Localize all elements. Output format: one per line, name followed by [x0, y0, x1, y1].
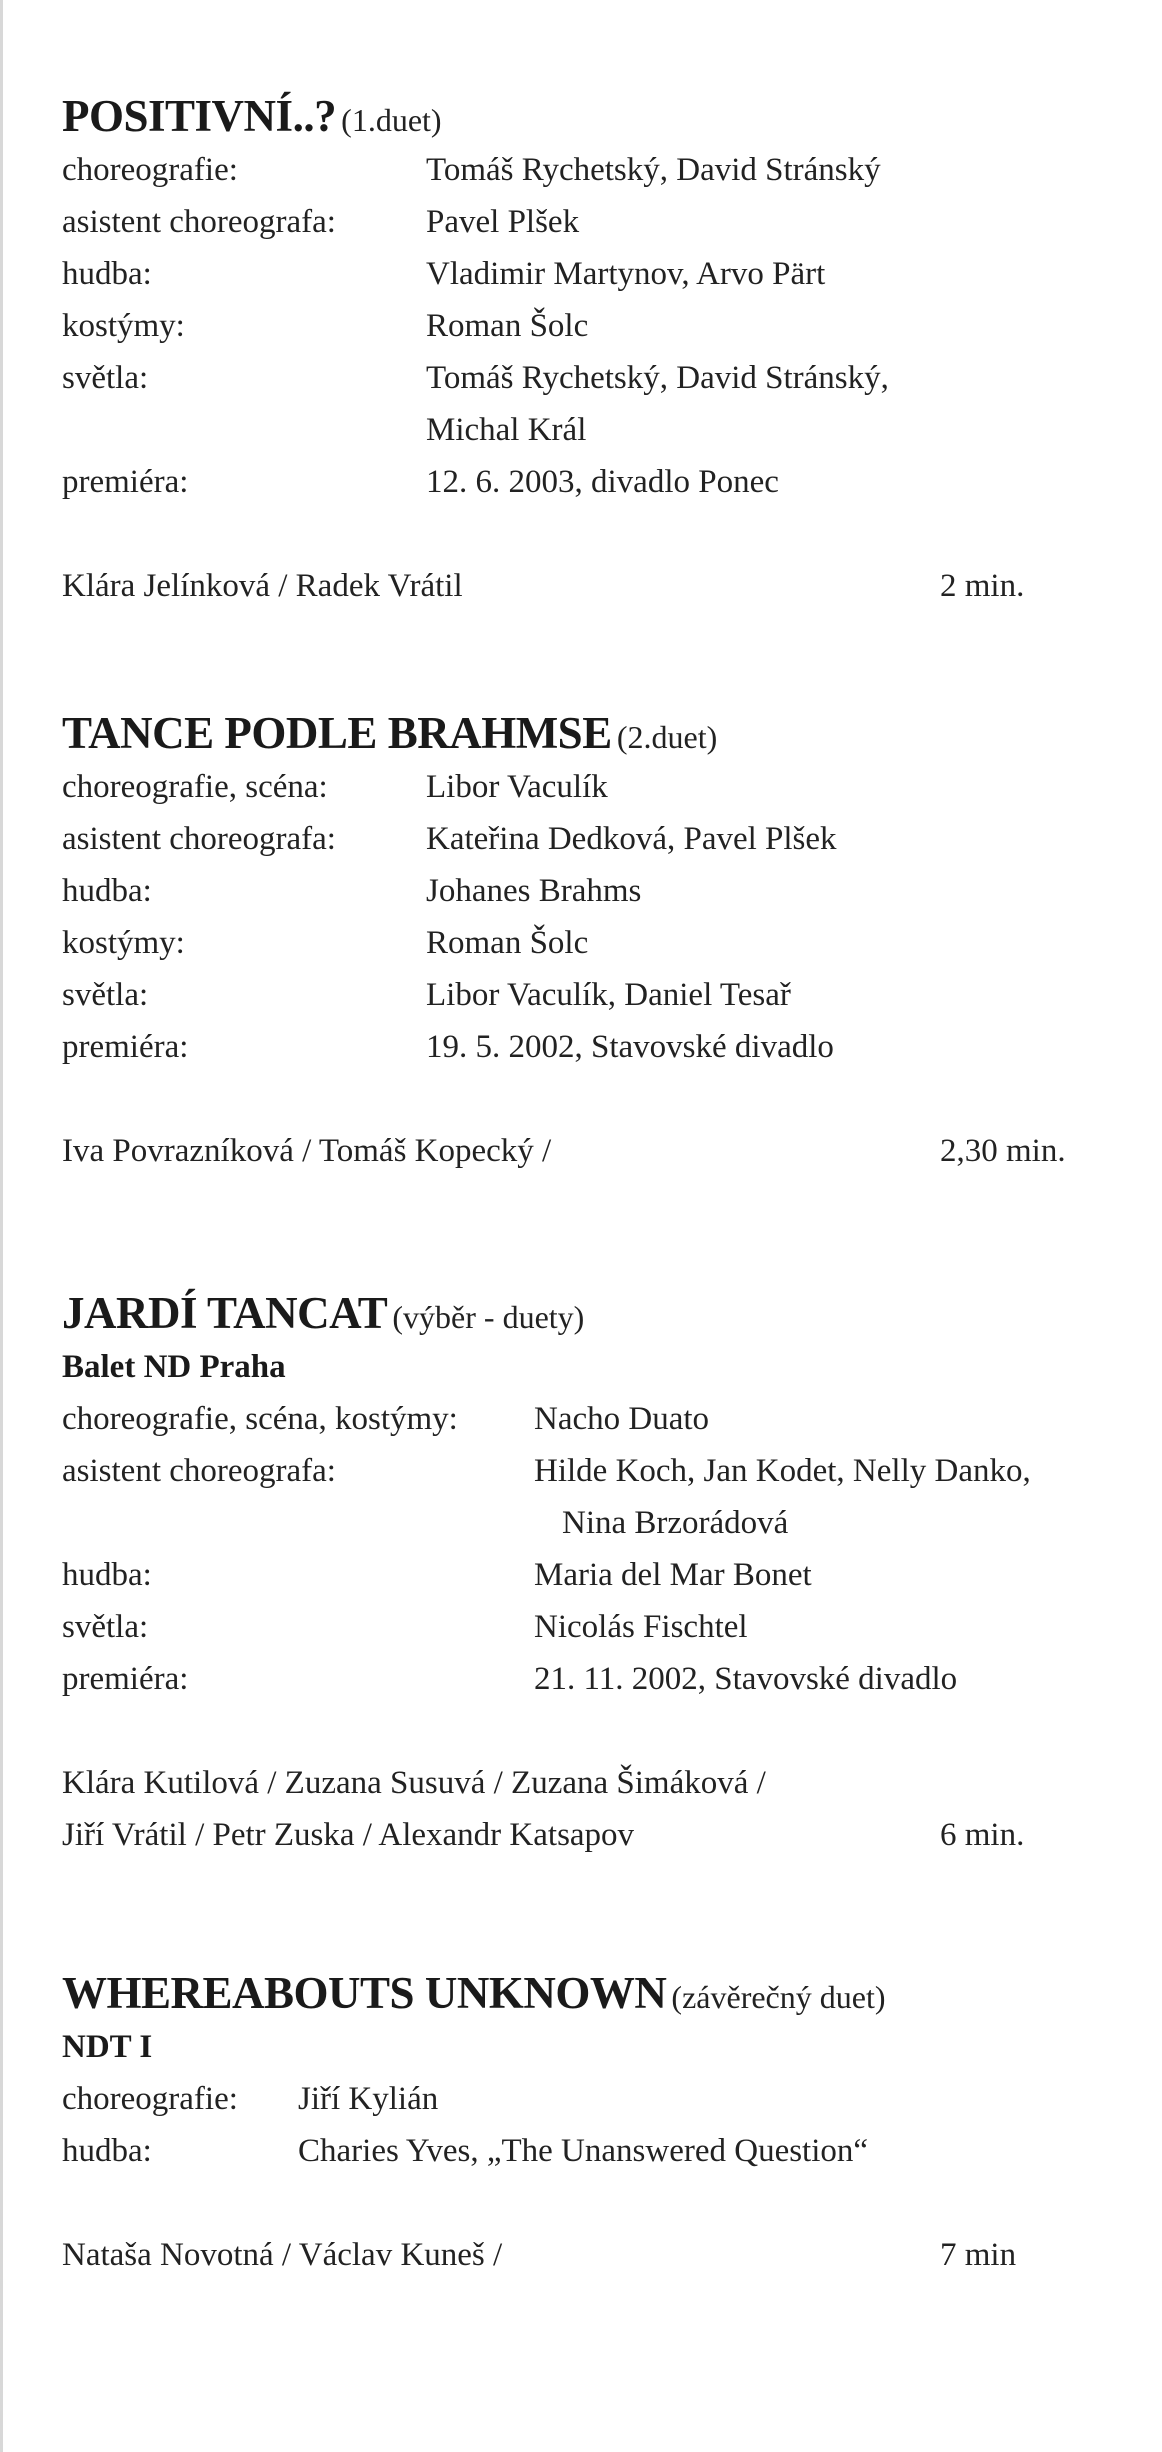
section-tance-podle-brahmse — [62, 705, 1122, 1177]
credit-row-continued — [62, 1497, 1122, 1549]
credit-value: Johanes Brahms — [426, 873, 642, 909]
credit-value: Jiří Kylián — [298, 2081, 439, 2117]
credit-row — [62, 917, 1122, 969]
credit-row — [62, 865, 1122, 917]
credit-row — [62, 2125, 1122, 2177]
section-jardi-tancat — [62, 1285, 1122, 1861]
credit-value: Charies Yves, „The Unanswered Question“ — [298, 2133, 869, 2169]
credit-value: Roman Šolc — [426, 925, 589, 961]
credit-row — [62, 352, 1122, 404]
duration: 6 min. — [940, 1817, 1025, 1853]
credit-value: Kateřina Dedková, Pavel Plšek — [426, 821, 837, 857]
credit-value: Nicolás Fischtel — [534, 1609, 748, 1645]
credit-value: 12. 6. 2003, divadlo Ponec — [426, 464, 779, 500]
section-title: JARDÍ TANCAT — [62, 1288, 388, 1338]
credit-row — [62, 456, 1122, 508]
cast-names: Klára Kutilová / Zuzana Susuvá / Zuzana Šimáková / — [62, 1765, 766, 1801]
credit-row — [62, 813, 1122, 865]
cast-row — [62, 1757, 1122, 1809]
credit-label: premiéra: — [62, 1029, 189, 1065]
cast-names: Iva Povrazníková / Tomáš Kopecký / — [62, 1133, 552, 1169]
credit-label: premiéra: — [62, 464, 189, 500]
credit-row — [62, 1021, 1122, 1073]
credit-value: Tomáš Rychetský, David Stránský — [426, 152, 881, 188]
section-subtitle: (2.duet) — [616, 719, 718, 755]
credit-value: Roman Šolc — [426, 308, 589, 344]
credit-label: světla: — [62, 977, 149, 1013]
company-name: Balet ND Praha — [62, 1349, 286, 1385]
duration: 7 min — [940, 2237, 1017, 2273]
cast-names: Nataša Novotná / Václav Kuneš / — [62, 2237, 503, 2273]
duration: 2 min. — [940, 568, 1025, 604]
credit-row-continued — [62, 404, 1122, 456]
credit-label: hudba: — [62, 1557, 152, 1593]
credit-row — [62, 196, 1122, 248]
credit-row — [62, 761, 1122, 813]
section-subtitle: (1.duet) — [341, 102, 442, 138]
credit-label: asistent choreografa: — [62, 1453, 336, 1489]
section-whereabouts-unknown — [62, 1965, 1122, 2281]
section-title: TANCE PODLE BRAHMSE — [62, 708, 612, 758]
credit-label: kostýmy: — [62, 308, 185, 344]
credit-row — [62, 2073, 1122, 2125]
credit-label: světla: — [62, 360, 149, 396]
section-positivni — [62, 88, 1122, 612]
section-heading — [62, 1285, 1122, 1341]
credit-value: Pavel Plšek — [426, 204, 580, 240]
credit-label: asistent choreografa: — [62, 821, 336, 857]
page-edge — [0, 0, 3, 2452]
section-heading — [62, 1965, 1122, 2021]
credit-value: Maria del Mar Bonet — [534, 1557, 812, 1593]
duration: 2,30 min. — [940, 1133, 1066, 1169]
company-name: NDT I — [62, 2029, 153, 2065]
section-heading — [62, 705, 1122, 761]
credit-label: choreografie: — [62, 2081, 238, 2117]
credit-row — [62, 1549, 1122, 1601]
credit-row — [62, 1601, 1122, 1653]
section-title: POSITIVNÍ..? — [62, 91, 337, 141]
credit-value: Libor Vaculík — [426, 769, 608, 805]
credit-value: Tomáš Rychetský, David Stránský, — [426, 360, 889, 396]
credit-value: Libor Vaculík, Daniel Tesař — [426, 977, 791, 1013]
credit-value: 21. 11. 2002, Stavovské divadlo — [534, 1661, 958, 1697]
credit-label: hudba: — [62, 256, 152, 292]
credit-label: choreografie, scéna, kostýmy: — [62, 1401, 458, 1437]
credit-label: choreografie, scéna: — [62, 769, 328, 805]
credit-row — [62, 1653, 1122, 1705]
section-heading — [62, 88, 1122, 144]
credit-label: hudba: — [62, 2133, 152, 2169]
credit-row — [62, 300, 1122, 352]
section-subtitle: (výběr - duety) — [392, 1299, 585, 1335]
credit-value: Hilde Koch, Jan Kodet, Nelly Danko, — [534, 1453, 1031, 1489]
cast-row — [62, 1125, 1122, 1177]
credit-value: Michal Král — [426, 412, 587, 448]
credit-label: premiéra: — [62, 1661, 189, 1697]
credit-row — [62, 1445, 1122, 1497]
credit-label: světla: — [62, 1609, 149, 1645]
credit-label: choreografie: — [62, 152, 238, 188]
credit-row — [62, 1393, 1122, 1445]
credit-value: Nacho Duato — [534, 1401, 710, 1437]
section-subtitle: (závěrečný duet) — [671, 1979, 886, 2015]
credit-label: kostýmy: — [62, 925, 185, 961]
credit-value: Vladimir Martynov, Arvo Pärt — [426, 256, 826, 292]
cast-names: Jiří Vrátil / Petr Zuska / Alexandr Katsapov — [62, 1817, 635, 1853]
credit-value: Nina Brzorádová — [562, 1505, 789, 1541]
credit-label: hudba: — [62, 873, 152, 909]
cast-row — [62, 560, 1122, 612]
cast-row — [62, 2229, 1122, 2281]
credit-row — [62, 248, 1122, 300]
credit-label: asistent choreografa: — [62, 204, 336, 240]
credit-value: 19. 5. 2002, Stavovské divadlo — [426, 1029, 834, 1065]
credit-row — [62, 144, 1122, 196]
cast-row — [62, 1809, 1122, 1861]
cast-names: Klára Jelínková / Radek Vrátil — [62, 568, 463, 604]
credit-row — [62, 969, 1122, 1021]
section-title: WHEREABOUTS UNKNOWN — [62, 1968, 667, 2018]
